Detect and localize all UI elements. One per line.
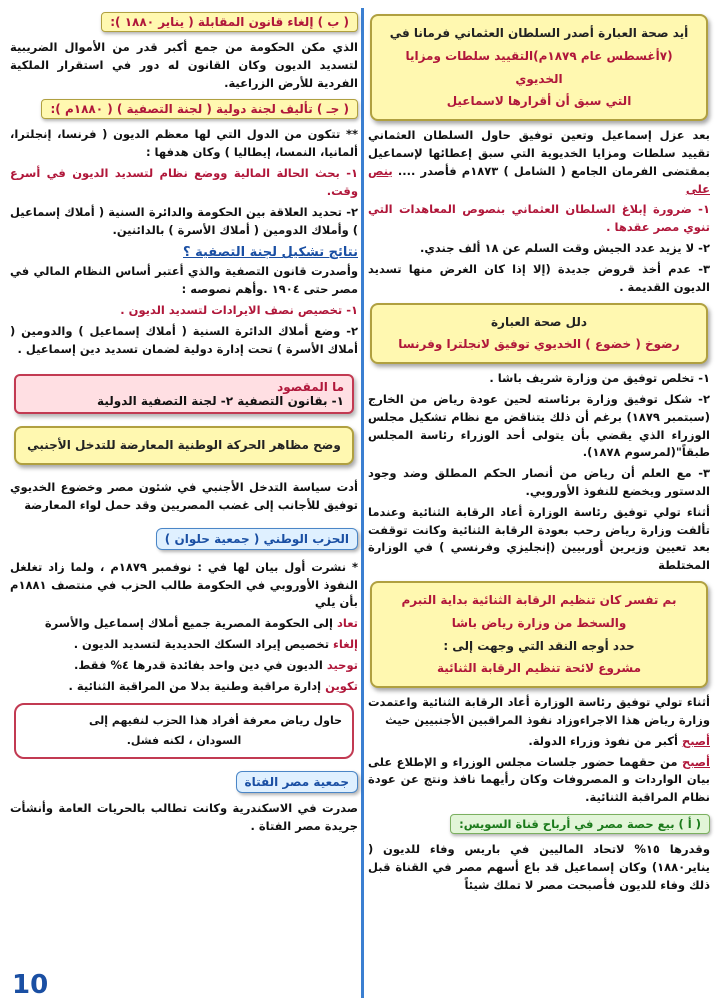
paragraph-sultan: بعد عزل إسماعيل وتعين توفيق حاول السلطان العثماني تقييد سلطات ومزايا الخديوية التي سبق إعطائها لإسماعيل بمقتضى الفرمان الجامع ( الشامل ) ١٨٧٣م فأصدر .... ينص على xyxy=(368,128,711,196)
list-item: ١- تخلص توفيق من وزارة شريف باشا . xyxy=(489,371,710,386)
question-1-line-1: أيد صحة العبارة أصدر السلطان العثماني فرمانا في xyxy=(389,26,689,40)
list-item: توحيد الديون في دين واحد بفائدة قدرها ٤% فقط. xyxy=(73,657,358,672)
paragraph-control: أثناء تولي توفيق رئاسة الوزارة أعاد الرقابة الثنائية واعتمدت وزارة رياض هذا الاجراءوزاد نفوذ المراقبين الأجنبيين حيث xyxy=(368,695,710,728)
question-2-line-1: دلل صحة العبارة xyxy=(490,314,588,329)
question-box-1 xyxy=(370,14,708,121)
young-egypt-label: جمعية مصر الفتاة xyxy=(236,771,358,793)
list-item: ٢- لا يزيد عدد الجيش وقت السلم عن ١٨ ألف جندي. xyxy=(419,241,710,256)
paragraph-young-egypt: صدرت في الاسكندرية وكانت تطالب بالحريات العامة وأنشأت جريدة مصر الفتاة . xyxy=(10,801,358,833)
paragraph-national: أدت سياسة التدخل الأجنبي في شئون مصر وخضوع الخديوي توفيق للأجانب إلى غضب المصريين وقد حمل لواء المعارضة xyxy=(10,480,358,512)
page-number: 10 xyxy=(12,970,49,1000)
column-divider xyxy=(361,8,364,998)
paragraph-party: * نشرت أول بيان لها في : نوفمبر ١٨٧٩م ، ولما زاد تغلغل النفوذ الأوروبي في الحكومة طالب الحزب في منتصف ١٨٨١م بأن يلي xyxy=(10,559,358,610)
paragraph-suez: وقدرها ١٥% لاتحاد الماليين في باريس وفاء للديون ( يناير١٨٨٠) وكان إسماعيل قد باع أسهم مصر في القناة قبل ذلك وفاء للديون فأصبحت مصر لا تملك شيئاً xyxy=(368,842,710,892)
suez-label: ( أ ) بيع حصة مصر في أرباح قناة السويس: xyxy=(450,814,710,834)
list-item: إلغاء تخصيص إيراد السكك الحديدية لتسديد الديون . xyxy=(73,637,358,652)
question-3-line-1: بم تفسر كان تنظيم الرقابة الثنائية بداية التبرم xyxy=(401,593,677,608)
question-1-line-3: التي سبق أن أقرارها لاسماعيل xyxy=(446,94,632,109)
list-item: ٣- مع العلم أن رياض من أنصار الحكم المطلق وضد وجود الدستور ويخضع للنفوذ الأوروبي. xyxy=(368,466,710,498)
definition-line-2: ١- بقانون التصفية ٢- لجنة التصفية الدولية xyxy=(97,394,344,409)
paragraph-b: الذي مكن الحكومة من جمع أكبر قدر من الأموال الضريبية لتسديد الديون وكان القانون له دور في استقرار الملكية الفردية للأرض الزراعية. xyxy=(10,40,358,90)
list-item: أثناء تولي توفيق رئاسة الوزارة أعاد الرقابة الثنائية وعندما تألفت وزارة رياض رحب بعودة الرقابة الثنائية وكانت توقفت بعد تعيين وزيرين أوربيين (إنجليزي وفرنسي ) في الوزارة المختلطة xyxy=(368,504,710,573)
definition-box xyxy=(14,374,354,414)
right-column xyxy=(368,8,710,998)
question-box-3 xyxy=(370,581,708,688)
question-2-line-2: رضوخ ( خضوع ) الخديوي توفيق لانجلترا وفرنسا xyxy=(398,337,680,352)
riyad-note-line-1: حاول رياض معرفة أفراد هذا الحزب لنفيهم إلى xyxy=(88,714,342,728)
national-party-label: الحزب الوطني ( جمعية حلوان ) xyxy=(156,528,358,550)
list-item: تكوين إدارة مراقبة وطنية بدلا من المراقبة الثنائية . xyxy=(68,678,358,693)
national-movement-box: وضح مظاهر الحركة الوطنية المعارضة للتدخل الأجنبي xyxy=(14,426,354,465)
list-item: ٢- شكل توفيق وزارة برئاسته لحين عودة رياض من الخارج (سبتمبر ١٨٧٩) برغم أن ذلك يتناقض مع نظام تشكيل مجلس الوزراء الذي يقضي بأن يتولى أحد الوزراء رئاسة المجلس طبقاً"(لمرسوم ١٨٧٨). xyxy=(368,391,710,460)
question-3-line-3: حدد أوجه النقد التي وجهت إلى : xyxy=(443,638,635,653)
list-item: أصبح أكبر من نفوذ وزراء الدولة. xyxy=(528,733,710,748)
definition-line-1: ما المقصود xyxy=(277,380,344,395)
label-b: ( ب ) إلغاء قانون المقابلة ( يناير ١٨٨٠ ): xyxy=(101,12,358,32)
list-item: تعاد إلى الحكومة المصرية جميع أملاك إسماعيل والأسرة xyxy=(44,616,358,631)
question-3-line-4: مشروع لائحة تنظيم الرقابة الثنائية xyxy=(436,661,642,676)
list-item: ١- بحث الحالة المالية ووضع نظام لتسديد الديون في أسرع وقت. xyxy=(10,166,358,198)
list-item: ١- ضرورة إبلاغ السلطان العثماني بنصوص المعاهدات التي تنوي مصر عقدها . xyxy=(368,202,710,235)
list-item: أصبح من حقهما حضور جلسات مجلس الوزراء و الإطلاع على بيان الواردات و المصروفات وكان رأيهما نافذ ونتج عن عودة نظام المراقبة الثنائية. xyxy=(368,754,710,805)
question-box-2 xyxy=(370,303,708,365)
question-1-line-2: (٧أغسطس عام ١٨٧٩م)التقييد سلطات ومزايا الخديوي xyxy=(405,48,673,86)
paragraph-sultan-tail: ينص على xyxy=(368,163,710,196)
list-item: ٣- عدم أخذ قروض جديدة (إلا إذا كان الغرض منها تسديد الديون القديمة . xyxy=(368,261,710,294)
paragraph-results: وأصدرت قانون التصفية والذي أعتبر أساس النظام المالي في مصر حتى ١٩٠٤ .وأهم نصوصه : xyxy=(10,264,358,297)
left-column xyxy=(10,8,358,998)
riyad-note-line-2: السودان ، لكنه فشل. xyxy=(126,734,242,748)
list-item: ٢- تحديد العلاقة بين الحكومة والدائرة السنية ( أملاك إسماعيل ) وأملاك الدومين ( أملاك الأسرة ) بالدائنين. xyxy=(10,204,358,237)
results-heading: نتائج تشكيل لجنة التصفية ؟ xyxy=(183,245,358,261)
label-c: ( جـ ) تأليف لجنة دولية ( لجنة التصفية ) ( ١٨٨٠م ): xyxy=(41,99,358,119)
question-3-line-2: والسخط من وزارة رياض باشا xyxy=(451,615,627,630)
list-item: ١- تخصيص نصف الايرادات لتسديد الديون . xyxy=(120,302,358,317)
list-item: ٢- وضع أملاك الدائرة السنية ( أملاك إسماعيل ) والدومين ( أملاك الأسرة ) تحت إدارة دولية لضمان تسديد دين إسماعيل . xyxy=(10,323,358,356)
riyad-note-box xyxy=(14,703,354,759)
paragraph-c: ** تتكون من الدول التي لها معظم الديون ( فرنسا، إنجلترا، ألمانيا، النمسا، إيطاليا ) وكان هدفها : xyxy=(10,127,358,160)
